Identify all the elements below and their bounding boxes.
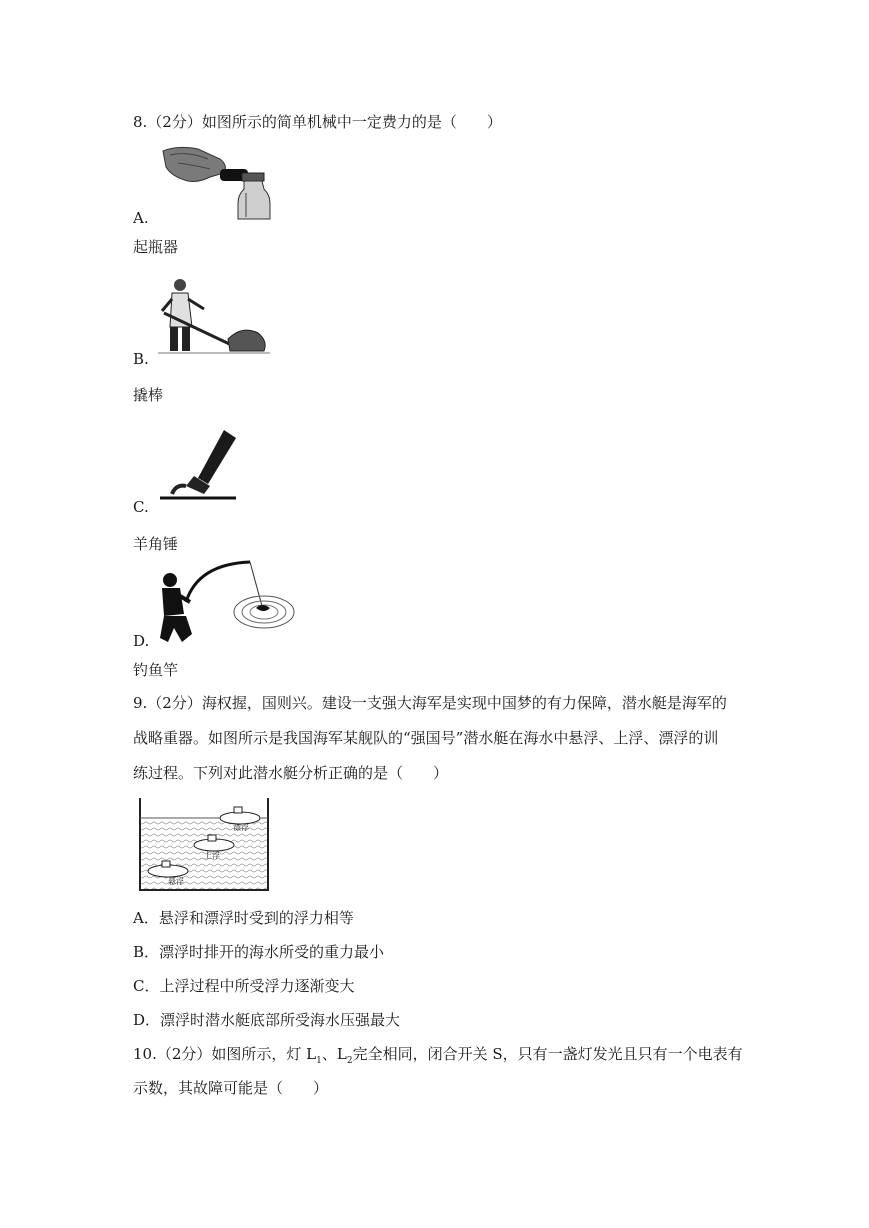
q8-stem: 8.（2分）如图所示的简单机械中一定费力的是（ ） bbox=[133, 113, 502, 131]
q8-option-c-name: 羊角锤 bbox=[133, 535, 179, 553]
crowbar-image bbox=[158, 275, 270, 357]
q8-option-b-letter: B. bbox=[133, 350, 149, 368]
q10-stem-line-1: 10.（2分）如图所示，灯 $L_1$、$L_2$完全相同，闭合开关 S，只有一盏灯发光且只有一个电表有 bbox=[133, 1045, 743, 1066]
q9-stem-line-2: 战略重器。如图所示是我国海军某舰队的“强国号”潜水艇在海水中悬浮、上浮、漂浮的训 bbox=[133, 729, 719, 747]
q9-option-b: B．漂浮时排开的海水所受的重力最小 bbox=[133, 943, 385, 961]
label-floating: 漂浮 bbox=[233, 823, 249, 832]
bottle-opener-image bbox=[158, 143, 273, 221]
q8-option-b-name: 撬棒 bbox=[133, 386, 164, 404]
q10-stem-line-2: 示数，其故障可能是（ ） bbox=[133, 1079, 329, 1097]
q8-option-a-name: 起瓶器 bbox=[133, 238, 179, 256]
q8-option-a-letter: A. bbox=[133, 209, 149, 227]
q9-option-c: C．上浮过程中所受浮力逐渐变大 bbox=[133, 977, 355, 995]
label-suspended: 悬浮 bbox=[168, 877, 184, 886]
q8-option-d-letter: D. bbox=[133, 632, 150, 650]
q9-option-d: D．漂浮时潜水艇底部所受海水压强最大 bbox=[133, 1011, 401, 1029]
label-rising: 上浮 bbox=[204, 851, 220, 860]
q8-option-d-name: 钓鱼竿 bbox=[133, 661, 179, 679]
submarine-tank-figure bbox=[136, 796, 272, 896]
q9-option-a: A．悬浮和漂浮时受到的浮力相等 bbox=[133, 909, 354, 927]
q9-stem-line-3: 练过程。下列对此潜水艇分析正确的是（ ） bbox=[133, 764, 449, 782]
q9-stem-line-1: 9.（2分）海权握，国则兴。建设一支强大海军是实现中国梦的有力保障，潜水艇是海军的 bbox=[133, 694, 727, 712]
q8-option-c-letter: C. bbox=[133, 498, 149, 516]
claw-hammer-image bbox=[158, 428, 238, 504]
fishing-rod-image bbox=[158, 558, 298, 644]
